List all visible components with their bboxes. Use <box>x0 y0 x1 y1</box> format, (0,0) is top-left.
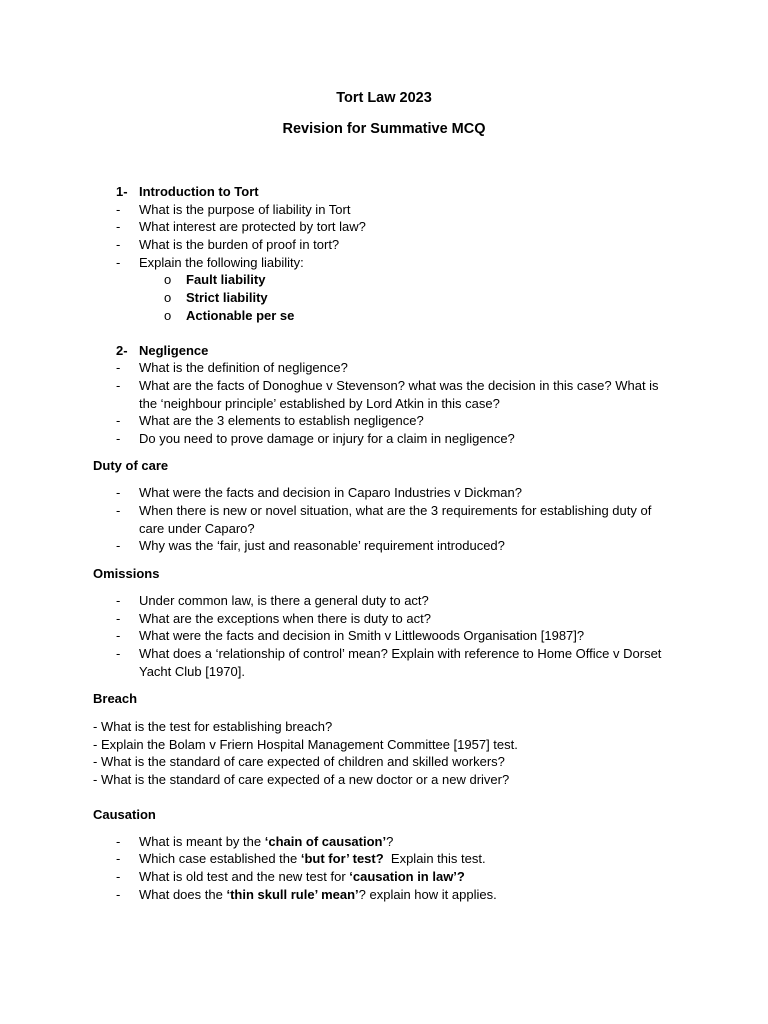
dash-bullet: - <box>116 538 121 553</box>
dash-bullet: - <box>116 485 121 500</box>
section-heading: Negligence <box>139 343 209 358</box>
dash-bullet: - <box>116 869 121 884</box>
section-number: 1- <box>116 184 128 199</box>
dash-bullet: - <box>116 255 121 270</box>
dash-bullet: - <box>116 851 121 866</box>
section-heading: Duty of care <box>93 458 169 473</box>
dash-bullet: - <box>116 360 121 375</box>
dash-bullet: - <box>116 646 121 661</box>
document-subtitle: Revision for Summative MCQ <box>282 121 486 137</box>
document-title: Tort Law 2023 <box>336 90 432 106</box>
section-heading: Omissions <box>93 566 160 581</box>
dash-bullet: - <box>116 834 121 849</box>
section-number: 2- <box>116 343 128 358</box>
dash-bullet: - <box>116 431 121 446</box>
section-heading: Breach <box>93 691 138 706</box>
dash-bullet: - <box>116 413 121 428</box>
document-page: Tort Law 2023 Revision for Summative MCQ 1- Introduction to Tort - What is the purpose of liability in Tort - What interest are protected by tort law? - What is the burden of proof in tort? - Explain the following liability: o Fault liability o Strict liability o Actionable per se 2- Negligence - What is the definition of negligence? - What are the facts of Donoghue v Stevenson? what was the decision in this case? What is the ‘neighbour principle’ established by Lord Atkin in this case? - What are the 3 elements to establish negligence? - Do you need to prove damage or injury for a claim in negligence? Duty of care - What were the facts and decision in Caparo Industries v Dickman? - When there is new or novel situation, what are the 3 requirements for establishing duty of care under Caparo? - Why was the ‘fair, just and reasonable’ requirement introduced? Omissions - Under common law, is there a general duty to act? - What are the exceptions when there is duty to act? - What were the facts and decision in Smith v Littlewoods Organisation [1987]? - What does a ‘relationship of control’ mean? Explain with reference to Home Office v Dorset Yacht Club [1970]. Breach - What is the test for establishing breach? - Explain the Bolam v Friern Hospital Management Committee [1957] test. - What is the standard of care expected of children and skilled workers? - What is the standard of care expected of a new doctor or a new driver? Causation - What is meant by the ‘chain of causation’? - Which case established the ‘but for’ test? Explain this test. - What is old test and the new test for ‘causation in law’? - What does the ‘thin skull rule’ mean’? explain how it applies. <box>0 0 768 1024</box>
dash-bullet: - <box>116 237 121 252</box>
dash-bullet: - <box>116 378 121 393</box>
circle-bullet-icon: o <box>164 272 172 287</box>
circle-bullet-icon: o <box>164 308 172 323</box>
dash-bullet: - <box>116 219 121 234</box>
dash-bullet: - <box>116 611 121 626</box>
section-heading: Introduction to Tort <box>139 184 259 199</box>
dash-bullet: - <box>116 628 121 643</box>
dash-bullet: - <box>116 503 121 518</box>
circle-bullet-icon: o <box>164 290 172 305</box>
section-heading: Causation <box>93 807 156 822</box>
dash-bullet: - <box>116 593 121 608</box>
dash-bullet: - <box>116 887 121 902</box>
dash-bullet: - <box>116 202 121 217</box>
